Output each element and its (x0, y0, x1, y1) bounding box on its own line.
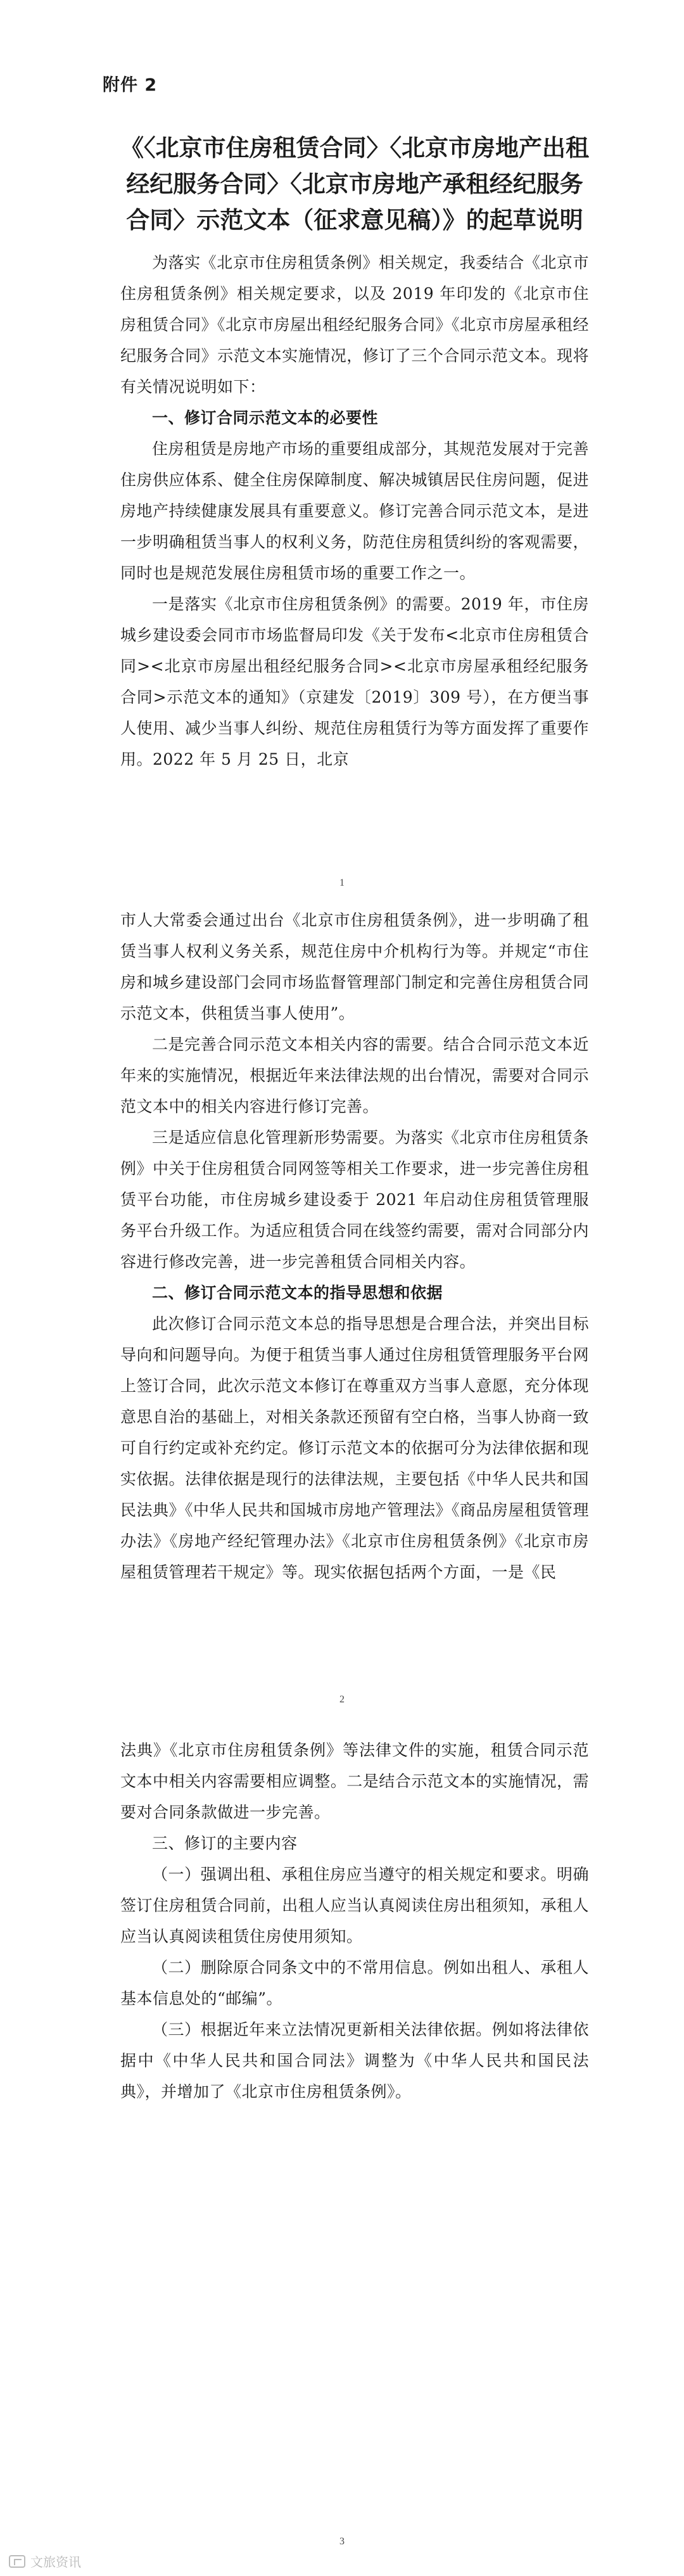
attachment-label: 附件 2 (103, 75, 158, 95)
paragraph: （一）强调出租、承租住房应当遵守的相关规定和要求。明确签订住房租赁合同前，出租人应当认真阅读住房出租须知，承租人应当认真阅读租赁住房使用须知。 (120, 1865, 589, 1946)
paragraph: 三、修订的主要内容 (152, 1834, 298, 1852)
paragraph: 市人大常委会通过出台《北京市住房租赁条例》，进一步明确了租赁当事人权利义务关系，规范住房中介机构行为等。并规定“市住房和城乡建设部门会同市场监督管理部门制定和完善住房租赁合同示范文本，供租赁当事人使用”。 (120, 911, 589, 1023)
logo-icon (9, 2555, 25, 2568)
paragraph: 法典》《北京市住房租赁条例》等法律文件的实施，租赁合同示范文本中相关内容需要相应调整。二是结合示范文本的实施情况，需要对合同条款做进一步完善。 (120, 1741, 589, 1821)
section-heading: 一、修订合同示范文本的必要性 (152, 409, 379, 427)
paragraph: 住房租赁是房地产市场的重要组成部分，其规范发展对于完善住房供应体系、健全住房保障制度、解决城镇居民住房问题，促进房地产持续健康发展具有重要意义。修订完善合同示范文本，是进一步明确租赁当事人的权利义务，防范住房租赁纠纷的客观需要，同时也是规范发展住房租赁市场的重要工作之一。 (120, 440, 589, 582)
page-number: 1 (339, 877, 345, 888)
paragraph: 为落实《北京市住房租赁条例》相关规定，我委结合《北京市住房租赁条例》相关规定要求，以及 2019 年印发的《北京市住房租赁合同》《北京市房屋出租经纪服务合同》《北京市房屋承租经纪服务合同》示范文本实施情况，修订了三个合同示范文本。现将有关情况说明如下： (120, 253, 590, 396)
watermark (9, 2552, 81, 2570)
document-page-1 (0, 0, 684, 893)
page-1-body (120, 247, 589, 775)
paragraph: （三）根据近年来立法情况更新相关法律依据。例如将法律依据中《中华人民共和国合同法》调整为《中华人民共和国民法典》，并增加了《北京市住房租赁条例》。 (120, 2020, 589, 2101)
section-heading: 二、修订合同示范文本的指导思想和依据 (152, 1284, 443, 1302)
document-page-3 (0, 1723, 684, 2576)
paragraph: 三是适应信息化管理新形势需要。为落实《北京市住房租赁条例》中关于住房租赁合同网签等相关工作要求，进一步完善住房租赁平台功能，市住房城乡建设委于 2021 年启动住房租赁管理服务平台升级工作。为适应租赁合同在线签约需要，需对合同部分内容进行修改完善，进一步完善租赁合同相关内容。 (120, 1128, 589, 1271)
document-page-2 (0, 893, 684, 1723)
paragraph: 一是落实《北京市住房租赁条例》的需要。2019 年，市住房城乡建设委会同市市场监督局印发《关于发布<北京市住房租赁合同><北京市房屋出租经纪服务合同><北京市房屋承租经纪服务合同>示范文本的通知》（京建发〔2019〕309 号），在方便当事人使用、减少当事人纠纷、规范住房租赁行为等方面发挥了重要作用。2022 年 5 月 25 日，北京 (120, 595, 589, 768)
page-number: 3 (339, 2536, 345, 2547)
page-3-body (120, 1735, 589, 2107)
page-number: 2 (339, 1694, 345, 1705)
paragraph: （二）删除原合同条文中的不常用信息。例如出租人、承租人基本信息处的“邮编”。 (120, 1958, 589, 2008)
watermark-text: 文旅资讯 (30, 2554, 81, 2570)
page-2-body (120, 905, 589, 1588)
document-title: 《〈北京市住房租赁合同〉〈北京市房地产出租经纪服务合同〉〈北京市房地产承租经纪服务合同〉示范文本（征求意见稿）》的起草说明 (120, 134, 589, 234)
paragraph: 二是完善合同示范文本相关内容的需要。结合合同示范文本近年来的实施情况，根据近年来法律法规的出台情况，需要对合同示范文本中的相关内容进行修订完善。 (120, 1035, 589, 1116)
paragraph: 此次修订合同示范文本总的指导思想是合理合法，并突出目标导向和问题导向。为便于租赁当事人通过住房租赁管理服务平台网上签订合同，此次示范文本修订在尊重双方当事人意愿，充分体现意思自治的基础上，对相关条款还预留有空白格，当事人协商一致可自行约定或补充约定。修订示范文本的依据可分为法律依据和现实依据。法律依据是现行的法律法规，主要包括《中华人民共和国民法典》《中华人民共和国城市房地产管理法》《商品房屋租赁管理办法》《房地产经纪管理办法》《北京市住房租赁条例》《北京市房屋租赁管理若干规定》等。现实依据包括两个方面，一是《民 (120, 1315, 590, 1581)
